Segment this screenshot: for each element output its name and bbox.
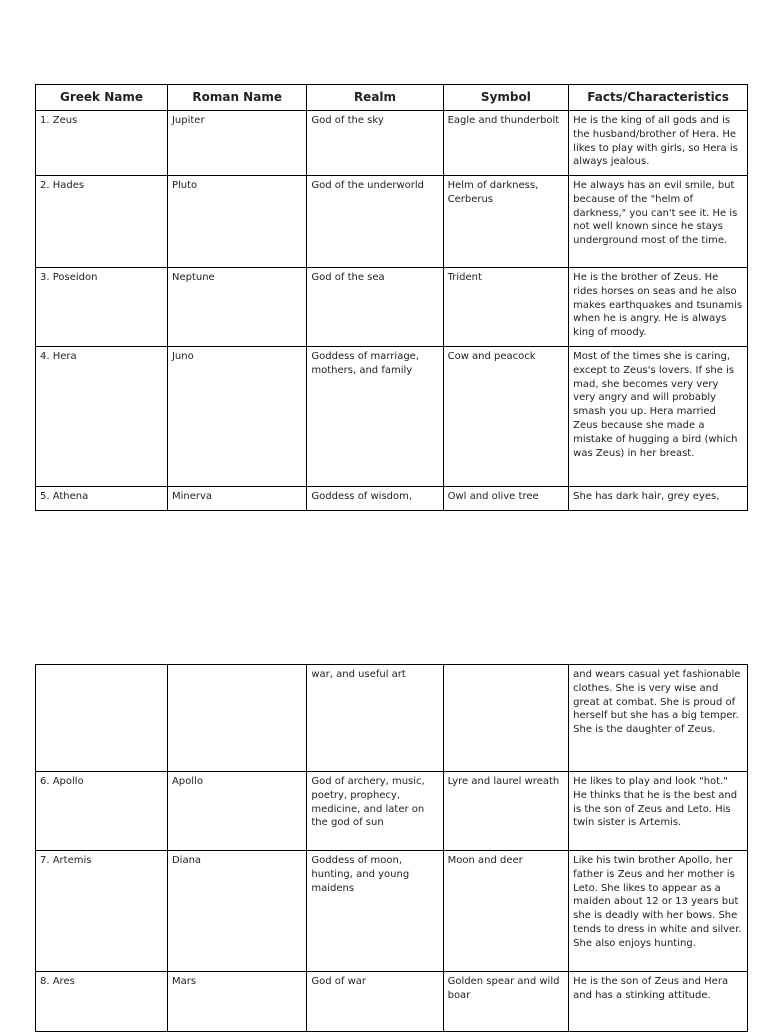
greek-name-cell: 4. Hera: [36, 347, 168, 487]
symbol-cell: [443, 665, 569, 772]
symbol-cell: Trident: [443, 268, 569, 347]
facts-cell: and wears casual yet fashionable clothes. She is very wise and great at combat. She is proud of herself but she has a big temper. She is the daughter of Zeus.: [569, 665, 748, 772]
table-row: [36, 665, 748, 772]
table-row: [36, 487, 748, 511]
roman-name-cell: Diana: [167, 851, 306, 972]
table-row: [36, 347, 748, 487]
roman-name-cell: Apollo: [167, 772, 306, 851]
symbol-cell: Helm of darkness, Cerberus: [443, 176, 569, 268]
header-facts: Facts/Characteristics: [569, 85, 748, 111]
roman-name-cell: Jupiter: [167, 111, 306, 176]
roman-name-cell: Pluto: [167, 176, 306, 268]
symbol-cell: Lyre and laurel wreath: [443, 772, 569, 851]
facts-cell: He is the brother of Zeus. He rides horses on seas and he also makes earthquakes and tsunamis when he is angry. He is always king of moody.: [569, 268, 748, 347]
facts-cell: Most of the times she is caring, except to Zeus's lovers. If she is mad, she becomes very very very angry and will probably smash you up. Hera married Zeus because she made a mistake of hugging a bird (which was Zeus) in her breast.: [569, 347, 748, 487]
gods-table-page-1: [35, 84, 748, 511]
facts-cell: Like his twin brother Apollo, her father is Zeus and her mother is Leto. She likes to appear as a maiden about 12 or 13 years but she is deadly with her bows. She tends to dress in white and silver. She also enjoys hunting.: [569, 851, 748, 972]
roman-name-cell: Minerva: [167, 487, 306, 511]
realm-cell: God of the underworld: [307, 176, 443, 268]
table-row: [36, 111, 748, 176]
table-row: [36, 268, 748, 347]
greek-name-cell: 3. Poseidon: [36, 268, 168, 347]
greek-name-cell: 6. Apollo: [36, 772, 168, 851]
table-row: [36, 972, 748, 1032]
roman-name-cell: Mars: [167, 972, 306, 1032]
greek-name-cell: 7. Artemis: [36, 851, 168, 972]
symbol-cell: Golden spear and wild boar: [443, 972, 569, 1032]
realm-cell: God of archery, music, poetry, prophecy, medicine, and later on the god of sun: [307, 772, 443, 851]
realm-cell: war, and useful art: [307, 665, 443, 772]
facts-cell: He is the king of all gods and is the husband/brother of Hera. He likes to play with girls, so Hera is always jealous.: [569, 111, 748, 176]
realm-cell: God of the sea: [307, 268, 443, 347]
greek-name-cell: [36, 665, 168, 772]
greek-name-cell: 1. Zeus: [36, 111, 168, 176]
realm-cell: Goddess of moon, hunting, and young maidens: [307, 851, 443, 972]
greek-name-cell: 5. Athena: [36, 487, 168, 511]
roman-name-cell: [167, 665, 306, 772]
table-row: [36, 176, 748, 268]
symbol-cell: Owl and olive tree: [443, 487, 569, 511]
header-greek-name: Greek Name: [36, 85, 168, 111]
facts-cell: She has dark hair, grey eyes,: [569, 487, 748, 511]
symbol-cell: Eagle and thunderbolt: [443, 111, 569, 176]
realm-cell: Goddess of wisdom,: [307, 487, 443, 511]
facts-cell: He is the son of Zeus and Hera and has a stinking attitude.: [569, 972, 748, 1032]
header-symbol: Symbol: [443, 85, 569, 111]
table-row: [36, 772, 748, 851]
roman-name-cell: Neptune: [167, 268, 306, 347]
table-row: [36, 851, 748, 972]
realm-cell: God of the sky: [307, 111, 443, 176]
greek-name-cell: 2. Hades: [36, 176, 168, 268]
facts-cell: He always has an evil smile, but because of the "helm of darkness," you can't see it. He is not well known since he stays underground most of the time.: [569, 176, 748, 268]
header-realm: Realm: [307, 85, 443, 111]
realm-cell: Goddess of marriage, mothers, and family: [307, 347, 443, 487]
header-row: [36, 85, 748, 111]
header-roman-name: Roman Name: [167, 85, 306, 111]
realm-cell: God of war: [307, 972, 443, 1032]
symbol-cell: Moon and deer: [443, 851, 569, 972]
facts-cell: He likes to play and look "hot." He thinks that he is the best and is the son of Zeus and Leto. His twin sister is Artemis.: [569, 772, 748, 851]
symbol-cell: Cow and peacock: [443, 347, 569, 487]
roman-name-cell: Juno: [167, 347, 306, 487]
greek-name-cell: 8. Ares: [36, 972, 168, 1032]
gods-table-page-2: [35, 664, 748, 1032]
